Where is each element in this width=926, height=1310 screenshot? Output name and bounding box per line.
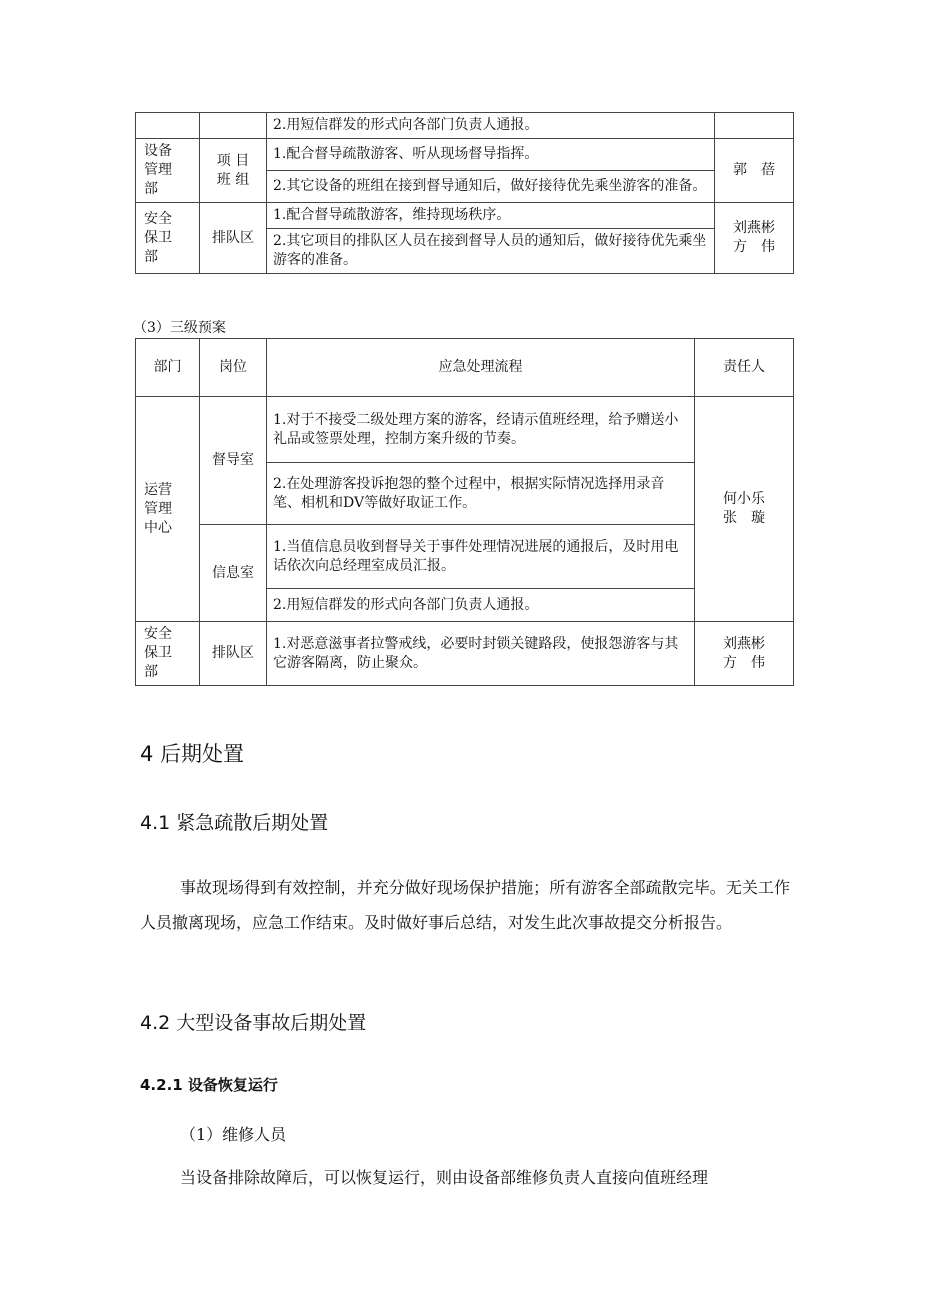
post-cell: 排队区 bbox=[200, 203, 267, 274]
table-level3-plan bbox=[135, 338, 794, 686]
post-cell: 信息室 bbox=[200, 525, 267, 622]
section-4-2-1-heading: 4.2.1 设备恢复运行 bbox=[140, 1076, 278, 1094]
post-cell: 督导室 bbox=[200, 397, 267, 525]
table-row bbox=[136, 113, 794, 139]
subheading-maintenance-staff: （1）维修人员 bbox=[180, 1125, 287, 1144]
table-row bbox=[136, 139, 794, 171]
person-cell: 刘燕彬 方 伟 bbox=[715, 203, 794, 274]
table-row bbox=[136, 397, 794, 463]
table-row bbox=[136, 203, 794, 229]
table-header-row bbox=[136, 339, 794, 397]
process-cell: 2.其它项目的排队区人员在接到督导人员的通知后，做好接待优先乘坐游客的准备。 bbox=[267, 229, 715, 274]
dept-cell: 运营 管理 中心 bbox=[136, 397, 200, 622]
header-dept: 部门 bbox=[136, 339, 200, 397]
caption-level3-plan: （3）三级预案 bbox=[133, 320, 226, 336]
process-cell: 1.对恶意滋事者拉警戒线，必要时封锁关键路段，使报怨游客与其它游客隔离，防止聚众。 bbox=[267, 622, 695, 686]
dept-cell: 安全 保卫 部 bbox=[136, 622, 200, 686]
section-4-1-heading: 4.1 紧急疏散后期处置 bbox=[140, 812, 329, 834]
section-4-1-paragraph: 事故现场得到有效控制，并充分做好现场保护措施；所有游客全部疏散完毕。无关工作人员撤离现场，应急工作结束。及时做好事后总结，对发生此次事故提交分析报告。 bbox=[140, 878, 790, 932]
section-4-2-heading: 4.2 大型设备事故后期处置 bbox=[140, 1012, 367, 1034]
post-cell: 项 目 班 组 bbox=[200, 139, 267, 203]
table-level2-continued bbox=[135, 112, 794, 274]
header-post: 岗位 bbox=[200, 339, 267, 397]
process-cell: 1.配合督导疏散游客，维持现场秩序。 bbox=[267, 203, 715, 229]
process-cell: 1.配合督导疏散游客、听从现场督导指挥。 bbox=[267, 139, 715, 171]
process-cell: 2.在处理游客投诉抱怨的整个过程中，根据实际情况选择用录音笔、相机和DV等做好取证工作。 bbox=[267, 463, 695, 525]
header-process: 应急处理流程 bbox=[267, 339, 695, 397]
dept-cell: 设备 管理 部 bbox=[136, 139, 200, 203]
process-cell: 2.用短信群发的形式向各部门负责人通报。 bbox=[267, 113, 715, 139]
section-4-heading: 4 后期处置 bbox=[140, 742, 245, 766]
header-person: 责任人 bbox=[695, 339, 794, 397]
dept-cell: 安全 保卫 部 bbox=[136, 203, 200, 274]
process-cell: 2.用短信群发的形式向各部门负责人通报。 bbox=[267, 589, 695, 622]
post-cell: 排队区 bbox=[200, 622, 267, 686]
dept-cell-empty bbox=[136, 113, 200, 139]
section-4-2-1-paragraph: 当设备排除故障后，可以恢复运行，则由设备部维修负责人直接向值班经理 bbox=[180, 1168, 709, 1187]
person-cell: 刘燕彬 方 伟 bbox=[695, 622, 794, 686]
process-cell: 2.其它设备的班组在接到督导通知后，做好接待优先乘坐游客的准备。 bbox=[267, 171, 715, 203]
process-cell: 1.当值信息员收到督导关于事件处理情况进展的通报后，及时用电话依次向总经理室成员汇报。 bbox=[267, 525, 695, 589]
process-cell: 1.对于不接受二级处理方案的游客，经请示值班经理，给予赠送小礼品或签票处理，控制方案升级的节奏。 bbox=[267, 397, 695, 463]
person-cell: 何小乐 张 璇 bbox=[695, 397, 794, 622]
table-row bbox=[136, 622, 794, 686]
person-cell-empty bbox=[715, 113, 794, 139]
post-cell-empty bbox=[200, 113, 267, 139]
person-cell: 郭 蓓 bbox=[715, 139, 794, 203]
